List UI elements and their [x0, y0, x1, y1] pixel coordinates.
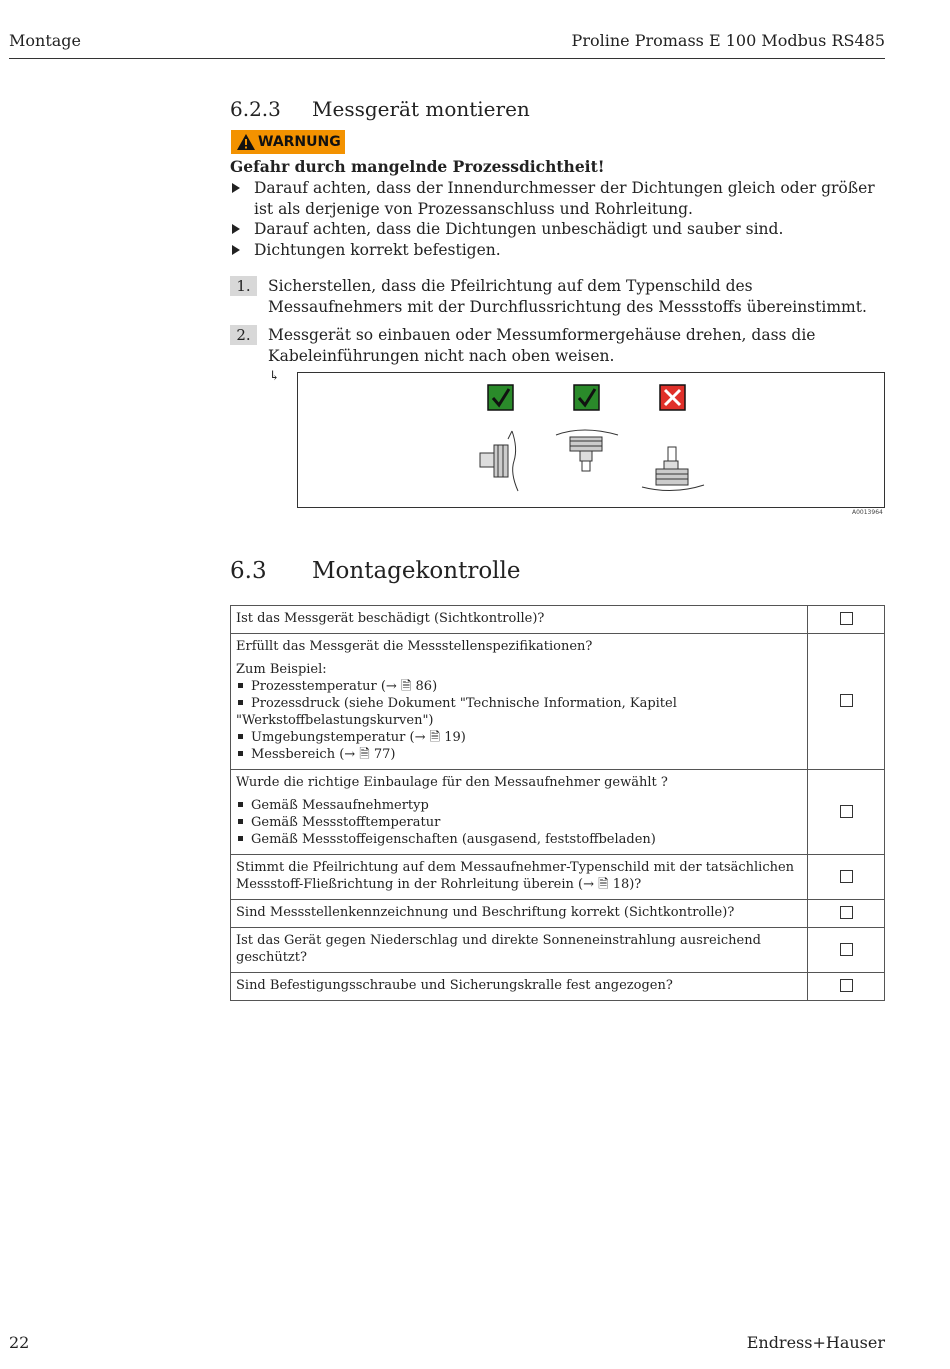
square-bullet-icon: [238, 700, 243, 705]
square-bullet-icon: [238, 836, 243, 841]
checklist-table: [230, 605, 885, 1001]
warning-item: Dichtungen korrekt befestigen.: [230, 240, 880, 261]
checklist-checkbox[interactable]: [808, 928, 885, 973]
checkbox-icon[interactable]: [840, 694, 853, 707]
table-row: [231, 900, 885, 928]
footer-brand: Endress+Hauser: [746, 1333, 885, 1352]
step-number: 2.: [230, 325, 257, 345]
orientation-illustration: [298, 373, 884, 507]
checklist-checkbox[interactable]: [808, 900, 885, 928]
check-ok-icon: [574, 385, 599, 410]
section-title: Montagekontrolle: [312, 558, 521, 584]
table-row: [231, 770, 885, 855]
checkbox-icon[interactable]: [840, 979, 853, 992]
figure-code: A0013964: [852, 509, 883, 516]
checklist-question: Sind Befestigungsschraube und Sicherungskralle fest angezogen?: [231, 973, 808, 1001]
checklist-question: Erfüllt das Messgerät die Messstellenspezifikationen? Zum Beispiel: Prozesstemperatur (→ 🗎 86) Prozessdruck (siehe Dokument "Technische Information, Kapitel "Werkstoffbelastungskurven") Umgebungstemperatur (→ 🗎 19) Messbereich (→ 🗎 77): [231, 634, 808, 770]
checklist-question: Ist das Messgerät beschädigt (Sichtkontrolle)?: [231, 606, 808, 634]
checkbox-icon[interactable]: [840, 870, 853, 883]
warning-triangle-icon: [236, 133, 256, 151]
square-bullet-icon: [238, 683, 243, 688]
list-item: Messbereich (→ 🗎 77): [236, 746, 802, 763]
checklist-checkbox[interactable]: [808, 973, 885, 1001]
warning-title: Gefahr durch mangelnde Prozessdichtheit!: [230, 157, 605, 176]
table-row: [231, 634, 885, 770]
result-arrow-icon: ↳: [269, 369, 280, 384]
section-title: Messgerät montieren: [312, 97, 530, 121]
warning-badge-label: WARNUNG: [258, 134, 341, 150]
checklist-checkbox[interactable]: [808, 634, 885, 770]
bullet-arrow-icon: [232, 245, 240, 255]
table-row: [231, 855, 885, 900]
step-number: 1.: [230, 276, 257, 296]
checklist-question: Wurde die richtige Einbaulage für den Messaufnehmer gewählt ? Gemäß Messaufnehmertyp Gemäß Messstofftemperatur Gemäß Messstoffeigenschaften (ausgasend, feststoffbeladen): [231, 770, 808, 855]
header-product: Proline Promass E 100 Modbus RS485: [571, 31, 885, 50]
page-header: [9, 28, 885, 59]
checklist-checkbox[interactable]: [808, 855, 885, 900]
check-ok-icon: [488, 385, 513, 410]
cross-not-ok-icon: [660, 385, 685, 410]
section-number: 6.3: [230, 558, 267, 584]
device-upward-cable-entry: [642, 447, 704, 491]
checkbox-icon[interactable]: [840, 612, 853, 625]
list-item: Gemäß Messstoffeigenschaften (ausgasend, feststoffbeladen): [236, 831, 802, 848]
checklist-question: Sind Messstellenkennzeichnung und Beschriftung korrekt (Sichtkontrolle)?: [231, 900, 808, 928]
warning-item: Darauf achten, dass die Dichtungen unbeschädigt und sauber sind.: [230, 219, 880, 240]
list-item: Prozesstemperatur (→ 🗎 86): [236, 678, 802, 695]
square-bullet-icon: [238, 819, 243, 824]
list-item: Prozessdruck (siehe Dokument "Technische Information, Kapitel "Werkstoffbelastungskurven"): [236, 696, 677, 728]
page-number: 22: [9, 1333, 30, 1352]
mounting-orientation-figure: [297, 372, 885, 508]
square-bullet-icon: [238, 751, 243, 756]
checkbox-icon[interactable]: [840, 943, 853, 956]
warning-badge: [231, 130, 345, 154]
warning-list: [230, 178, 880, 260]
checklist-question: Ist das Gerät gegen Niederschlag und direkte Sonneneinstrahlung ausreichend geschützt?: [231, 928, 808, 973]
device-horizontal-cable-entry: [480, 431, 518, 491]
square-bullet-icon: [238, 734, 243, 739]
bullet-arrow-icon: [232, 183, 240, 193]
header-chapter: Montage: [9, 31, 81, 50]
checkbox-icon[interactable]: [840, 906, 853, 919]
table-row: [231, 606, 885, 634]
table-row: [231, 973, 885, 1001]
list-item: Gemäß Messaufnehmertyp: [236, 797, 802, 814]
step-text: Messgerät so einbauen oder Messumformergehäuse drehen, dass die Kabeleinführungen nicht nach oben weisen.: [268, 326, 816, 365]
warning-item: Darauf achten, dass der Innendurchmesser der Dichtungen gleich oder größer ist als derjenige von Prozessanschluss und Rohrleitung.: [230, 178, 880, 219]
list-item: Gemäß Messstofftemperatur: [236, 814, 802, 831]
bullet-arrow-icon: [232, 224, 240, 234]
checklist-question: Stimmt die Pfeilrichtung auf dem Messaufnehmer-Typenschild mit der tatsächlichen Messstoff-Fließrichtung in der Rohrleitung überein (→ 🗎 18)?: [231, 855, 808, 900]
checklist-checkbox[interactable]: [808, 770, 885, 855]
square-bullet-icon: [238, 802, 243, 807]
section-number: 6.2.3: [230, 97, 281, 121]
step-text: Sicherstellen, dass die Pfeilrichtung auf dem Typenschild des Messaufnehmers mit der Durchflussrichtung des Messstoffs übereinstimmt.: [268, 277, 867, 316]
device-downward-cable-entry: [556, 430, 618, 471]
table-row: [231, 928, 885, 973]
list-item: Umgebungstemperatur (→ 🗎 19): [236, 729, 802, 746]
checkbox-icon[interactable]: [840, 805, 853, 818]
checklist-checkbox[interactable]: [808, 606, 885, 634]
